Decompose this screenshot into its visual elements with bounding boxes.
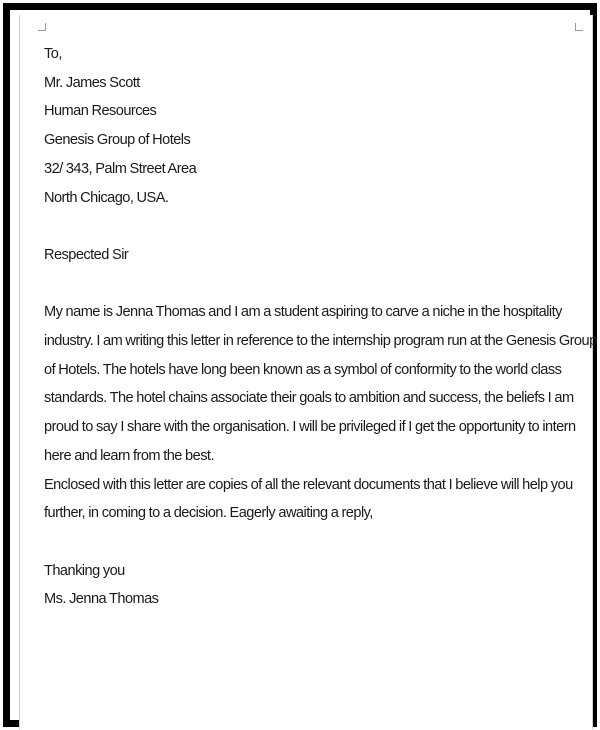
letter-closing [44,557,588,614]
body-line: of Hotels. The hotels have long been known as a symbol of conformity to the world class [44,361,562,378]
spacer [44,212,588,241]
recipient-address [44,40,588,212]
recipient-name: Mr. James Scott [44,74,140,91]
spacer [44,270,588,299]
body-line: here and learn from the best. [44,447,214,464]
recipient-company: Genesis Group of Hotels [44,132,191,149]
letter-body [44,40,597,614]
body-line: proud to say I share with the organisation. I will be privileged if I get the opportunity to intern [44,419,576,436]
margin-marker-top-right [575,23,583,31]
recipient-city: North Chicago, USA. [44,189,169,206]
recipient-street: 32/ 343, Palm Street Area [44,160,197,177]
margin-marker-top-left [38,23,46,31]
body-line: Enclosed with this letter are copies of all the relevant documents that I believe will help you [44,476,573,493]
complimentary-close: Thanking you [44,562,125,579]
to-line: To, [44,46,62,62]
spacer [44,528,588,557]
body-line: industry. I am writing this letter in reference to the internship program run at the Genesis Group [44,333,597,349]
body-line: standards. The hotel chains associate their goals to ambition and success, the beliefs I am [44,390,574,407]
letter-paragraphs [44,298,597,528]
signature-name: Ms. Jenna Thomas [44,591,159,608]
greeting: Respected Sir [44,246,129,263]
body-line: further, in coming to a decision. Eagerly awaiting a reply, [44,505,373,522]
document-frame [3,3,597,727]
body-line: My name is Jenna Thomas and I am a student aspiring to carve a niche in the hospitality [44,304,562,321]
recipient-department: Human Resources [44,103,157,120]
document-page [19,15,597,729]
